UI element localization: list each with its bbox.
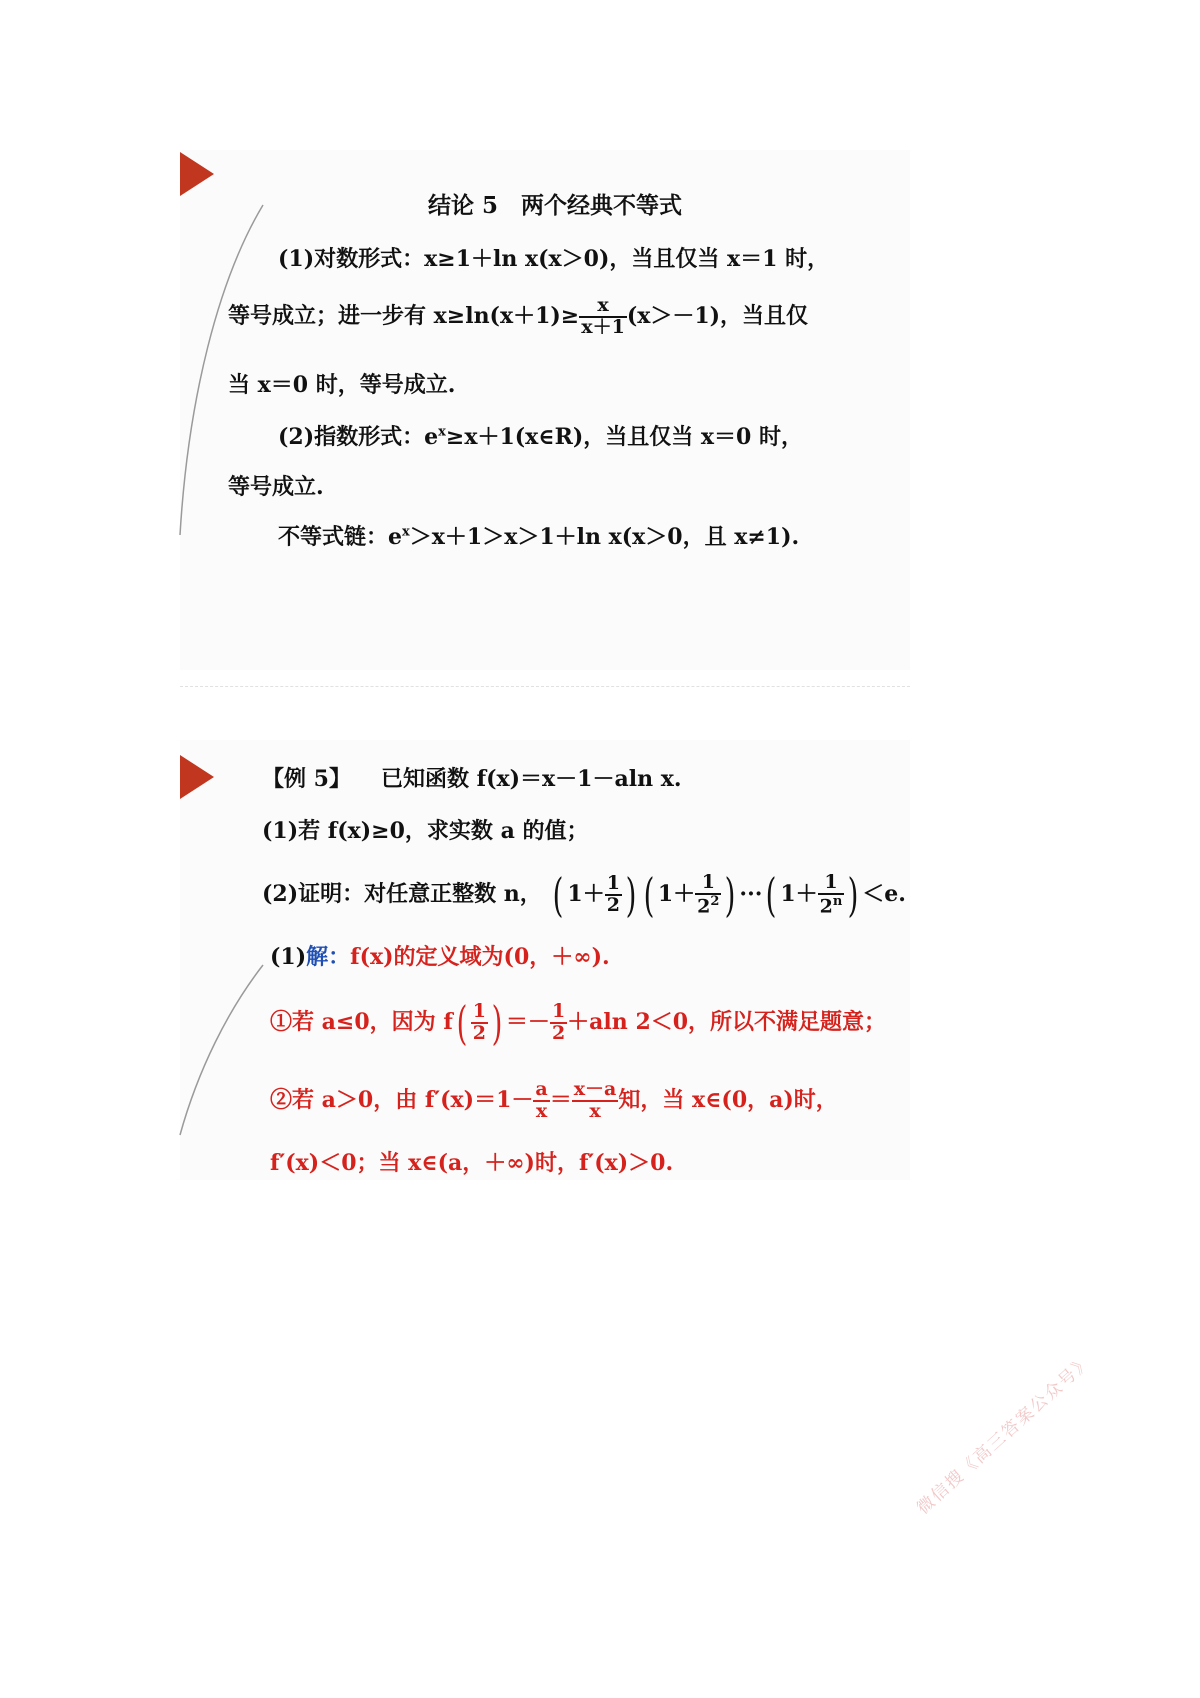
p1-label: (1)对数形式： [278, 246, 425, 272]
slide1-marker-icon [180, 152, 214, 196]
q2-t1-frac [605, 874, 622, 916]
chain-label: 不等式链： [278, 524, 389, 550]
slide-separator [180, 686, 910, 687]
s2-arg-den: 2 [472, 1022, 486, 1044]
q2-t2-den [695, 895, 721, 917]
p1-frac-num: x [579, 296, 627, 318]
q2-t2-den-sup: 2 [710, 893, 720, 909]
s1-label: (1) [270, 944, 307, 970]
slide1-p1-line1 [278, 246, 829, 272]
q2-t3-den-sup: n [832, 893, 843, 909]
q2-t2-den-base: 2 [697, 895, 711, 918]
s2-pre: ①若 a≤0，因为 f [270, 1009, 453, 1035]
s3-f2-num: x－a [573, 1078, 617, 1100]
s3-f1-den: x [535, 1099, 548, 1122]
q2-post: ＜e. [862, 881, 906, 907]
solution-line2: ①若 a≤0，因为 f( $\frac{1}{2}$ ) ＝－ $\frac{1}{2}$ ＋aln 2＜0，所以不满足题意； [270, 996, 887, 1050]
q2-t3-num: 1 [818, 873, 845, 895]
s2-mid: ＝－ [505, 1009, 550, 1035]
s2-arg-num: 1 [472, 1000, 486, 1023]
slide2-q2: (2)证明：对任意正整数 n， ( 1＋ $\frac{1}{2}$ ) ( 1＋ $\frac{1}{2^2}$ ) ···( 1＋ $\frac{1}{2^n}$ ) ＜e. [262, 868, 906, 922]
s2-frac-den: 2 [551, 1022, 566, 1044]
slide2-example-line [262, 766, 682, 792]
solution-line3 [270, 1080, 838, 1122]
p2-sup: x [438, 424, 446, 440]
slide1-p1-line2 [228, 296, 808, 338]
chain-text: ＞x＋1＞x＞1＋ln x(x＞0，且 x≠1). [409, 524, 800, 550]
slide2-q1: (1)若 f(x)≥0，求实数 a 的值； [262, 818, 589, 844]
s2-arg-frac [471, 1002, 488, 1044]
slide-conclusion-5 [180, 150, 910, 670]
chain-e: e [388, 524, 403, 550]
slide1-title: 结论 5 两个经典不等式 [428, 192, 683, 219]
s3-post: 知，当 x∈(0，a)时， [618, 1086, 838, 1113]
p2-e: e [424, 424, 439, 450]
p1-line2-post: (x＞－1)，当且仅 [626, 302, 809, 329]
p1-text: x≥1＋ln x(x＞0)，当且仅当 x＝1 时， [424, 246, 830, 272]
q2-t1-den: 2 [606, 894, 620, 916]
s2-frac [550, 1002, 567, 1044]
chain-sup: x [402, 524, 410, 540]
slide1-p2-line1 [278, 424, 803, 450]
q2-t3-pre: 1＋ [780, 881, 818, 907]
watermark: 微信搜《高三答案公众号》 [913, 1351, 1097, 1519]
s3-f2-den: x [589, 1099, 601, 1122]
s3-frac2 [572, 1080, 619, 1122]
p1-line2-pre: 等号成立；进一步有 x≥ln(x＋1)≥ [228, 302, 580, 329]
q2-t3-den [818, 895, 845, 917]
q2-t2-frac [695, 870, 721, 918]
p1-frac-den: x＋1 [581, 315, 625, 338]
s1-text: f(x)的定义域为(0，＋∞). [350, 944, 610, 970]
q2-dots: ··· [739, 881, 763, 907]
example-text: 已知函数 f(x)＝x－1－aln x. [380, 766, 682, 792]
slide1-chain [278, 524, 799, 550]
p1-fraction [579, 296, 627, 338]
q2-t3-den-base: 2 [819, 895, 833, 918]
p2-text: ≥x＋1(x∈R)，当且仅当 x＝0 时， [445, 424, 804, 450]
q2-t1-pre: 1＋ [567, 881, 605, 907]
q2-pre: (2)证明：对任意正整数 n， [262, 881, 542, 907]
q2-t1-num: 1 [606, 872, 620, 895]
s1-jie: 解： [306, 944, 351, 970]
s3-f1-num: a [535, 1078, 548, 1100]
slide1-p1-line3: 当 x＝0 时，等号成立. [228, 372, 456, 398]
s3-eq: ＝ [549, 1086, 572, 1113]
slide1-p2-line2: 等号成立. [228, 474, 324, 500]
s2-frac-num: 1 [551, 1000, 566, 1023]
s3-frac1 [533, 1080, 549, 1122]
slide2-marker-icon [180, 755, 214, 799]
solution-line1 [270, 944, 610, 970]
s3-pre: ②若 a＞0，由 f′(x)＝1－ [270, 1086, 534, 1113]
s2-post: ＋aln 2＜0，所以不满足题意； [567, 1009, 887, 1035]
p2-label: (2)指数形式： [278, 424, 425, 450]
example-label: 【例 5】 [262, 766, 351, 792]
q2-t2-pre: 1＋ [657, 881, 696, 907]
solution-line4: f′(x)＜0；当 x∈(a，＋∞)时，f′(x)＞0. [270, 1150, 674, 1176]
q2-t3-frac [818, 870, 845, 918]
q2-t2-num: 1 [695, 873, 721, 895]
